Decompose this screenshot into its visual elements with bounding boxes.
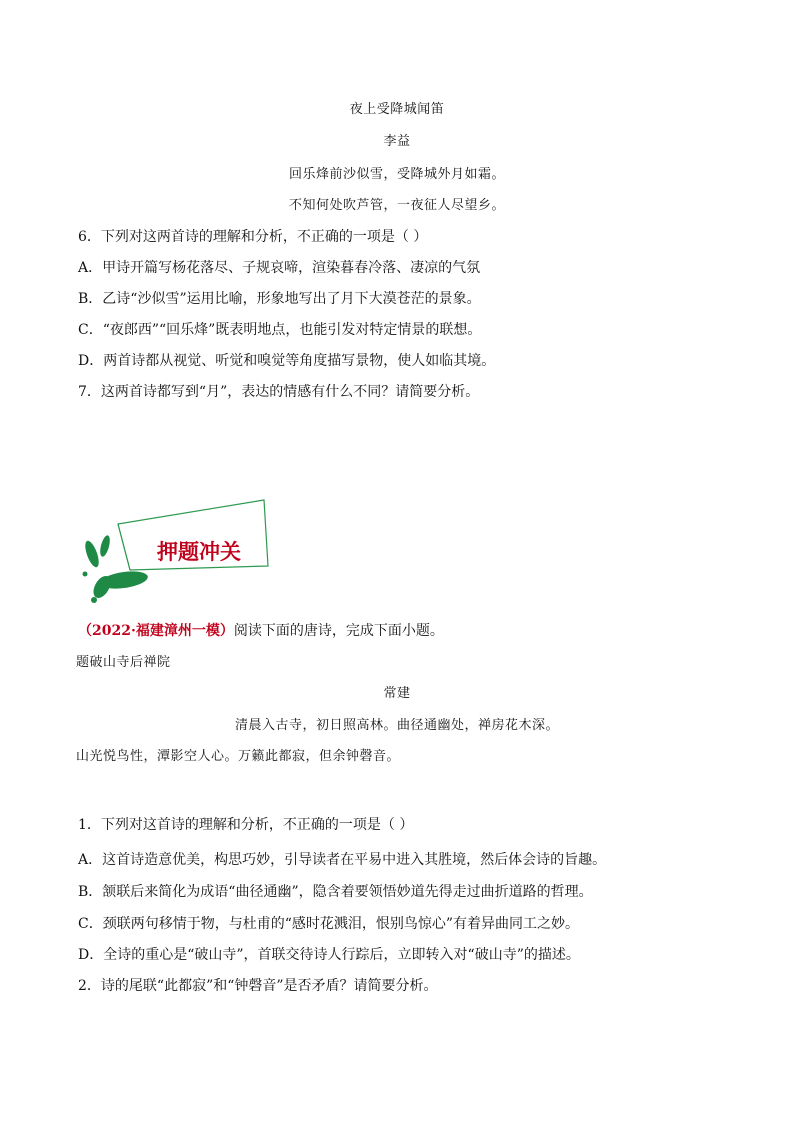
poem2-author: 常建 [383,686,411,701]
question-1-stem: 1．下列对这首诗的理解和分析，不正确的一项是（ ） [78,817,414,833]
source-tag: （2022·福建漳州一模） [78,623,234,639]
banner-title: 押题冲关 [157,539,241,564]
poem2-line-2: 山光悦鸟性，潭影空人心。万籁此都寂，但余钟磬音。 [76,749,401,764]
section2-intro: 阅读下面的唐诗，完成下面小题。 [233,623,444,639]
question-1-option-a: A．这首诗造意优美，构思巧妙，引导读者在平易中进入其胜境，然后体会诗的旨趣。 [78,852,607,868]
poem1-author: 李益 [383,134,411,149]
poem1-line-2: 不知何处吹芦管，一夜征人尽望乡。 [288,198,505,213]
poem1-line-1: 回乐烽前沙似雪，受降城外月如霜。 [288,167,505,182]
poem1-title: 夜上受降城闻笛 [349,102,445,117]
question-6-option-b: B．乙诗“沙似雪”运用比喻，形象地写出了月下大漠苍茫的景象。 [78,291,481,307]
question-1-option-c: C．颈联两句移情于物，与杜甫的“感时花溅泪，恨别鸟惊心”有着异曲同工之妙。 [78,916,580,932]
question-6-stem: 6．下列对这两首诗的理解和分析，不正确的一项是（ ） [78,229,428,245]
question-1-option-b: B．颔联后来简化为成语“曲径通幽”，隐含着要领悟妙道先得走过曲折道路的哲理。 [78,884,593,900]
question-7: 7．这两首诗都写到“月”，表达的情感有什么不同？请简要分析。 [78,384,480,400]
poem2-line-1: 清晨入古寺，初日照高林。曲径通幽处，禅房花木深。 [234,718,559,733]
question-6-option-a: A．甲诗开篇写杨花落尽、子规哀啼，渲染暮春冷落、凄凉的气氛 [78,260,481,276]
poem2-title: 题破山寺后禅院 [76,655,171,670]
question-6-option-d: D．两首诗都从视觉、听觉和嗅觉等角度描写景物，使人如临其境。 [78,353,496,369]
section2-heading [78,624,444,638]
question-2: 2．诗的尾联“此都寂”和“钟磬音”是否矛盾？请简要分析。 [78,978,438,994]
question-1-option-d: D．全诗的重心是“破山寺”，首联交待诗人行踪后，立即转入对“破山寺”的描述。 [78,947,580,963]
question-6-option-c: C．“夜郎西”“回乐烽”既表明地点，也能引发对特定情景的联想。 [78,322,482,338]
